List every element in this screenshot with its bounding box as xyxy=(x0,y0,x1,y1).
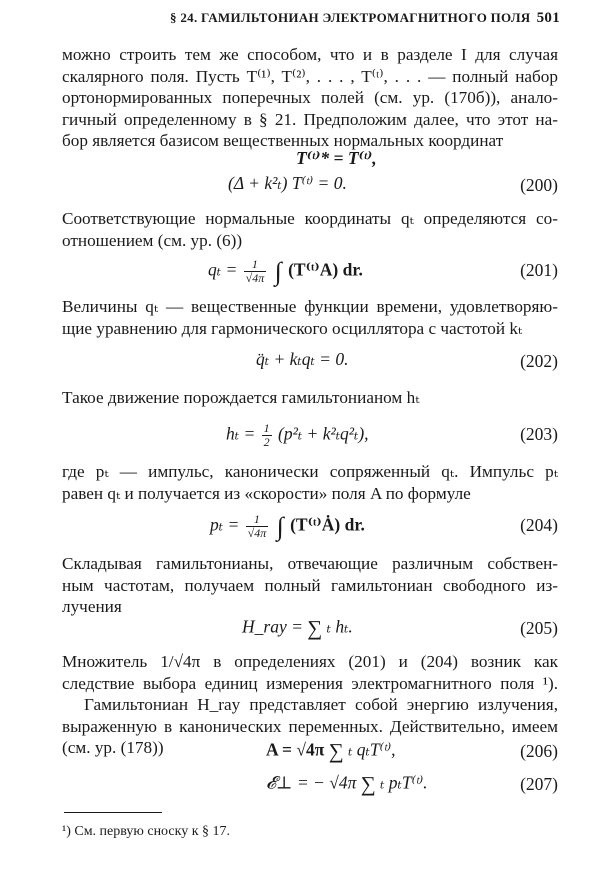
text-line: Величины qₜ — вещественные функции времени, удовлетворяю- xyxy=(62,297,558,316)
page-number: 501 xyxy=(536,10,560,26)
equation-lhs: A = √4π xyxy=(266,739,325,760)
equation-204 xyxy=(62,513,558,543)
text-line: выраженную в канонических переменных. Действительно, имеем xyxy=(62,716,558,736)
sum-index: ₜ xyxy=(348,739,353,760)
paragraph-5 xyxy=(62,461,558,504)
paragraph-4 xyxy=(62,387,558,409)
equation-formula: T⁽ᵗ⁾* = T⁽ᵗ⁾, xyxy=(296,148,377,168)
equation-formula: q̈ₜ + kₜqₜ = 0. xyxy=(256,349,349,369)
text-line: Гамильтониан H_ray представляет собой энергию излучения, xyxy=(84,695,558,714)
footnote: ¹) См. первую сноску к § 17. xyxy=(62,824,231,839)
equation-formula: (Δ + k²ₜ) T⁽ᵗ⁾ = 0. xyxy=(228,173,347,193)
equation-number: (207) xyxy=(520,774,558,794)
sum-sign: ∑ xyxy=(307,616,323,640)
text-line: скалярного поля. Пусть T⁽¹⁾, T⁽²⁾, . . . , T⁽ᵗ⁾, . . . — полный набор xyxy=(62,66,558,86)
text-line: (см. ур. (178)) xyxy=(62,738,164,757)
equation-rhs: (p²ₜ + k²ₜq²ₜ), xyxy=(278,423,369,444)
fraction-denominator: √4π xyxy=(247,526,267,540)
equation-201 xyxy=(62,258,558,288)
footnote-rule xyxy=(64,812,162,813)
equation-number: (205) xyxy=(520,618,558,638)
header-title: § 24. ГАМИЛЬТОНИАН ЭЛЕКТРОМАГНИТНОГО ПОЛЯ xyxy=(170,10,531,25)
fraction-denominator: 2 xyxy=(263,435,270,449)
text-line: лучения xyxy=(62,597,122,616)
equation-rhs: pₜT⁽ᵗ⁾. xyxy=(388,772,428,793)
text-line: можно строить тем же способом, что и в разделе I для случая xyxy=(62,45,558,64)
sum-sign: ∑ xyxy=(360,772,376,796)
equation-number: (200) xyxy=(520,175,558,195)
equation-number: (204) xyxy=(520,515,558,535)
text-line: Такое движение порождается гамильтонианом hₜ xyxy=(62,388,420,407)
paragraph-6 xyxy=(62,553,558,618)
equation-lhs: hₜ = xyxy=(226,423,256,444)
sum-index: ₜ xyxy=(380,772,385,793)
equation-number: (206) xyxy=(520,741,558,761)
fraction-numerator: 1 xyxy=(246,513,269,527)
equation-205 xyxy=(62,616,558,646)
equation-rhs: qₜT⁽ᵗ⁾, xyxy=(356,739,396,760)
equation-rhs: ₜ hₜ. xyxy=(326,616,353,637)
equation-number: (203) xyxy=(520,424,558,444)
equation-206 xyxy=(62,739,558,769)
fraction-numerator: 1 xyxy=(244,258,267,272)
text-line: гичный определенному в § 21. Предположим далее, что этот на- xyxy=(62,109,558,129)
text-line: где pₜ — импульс, канонически сопряженный qₜ. Импульс pₜ xyxy=(62,462,558,481)
equation-rhs: (T⁽ᵗ⁾A) dr. xyxy=(288,259,363,280)
text-line: ортонормированных поперечных полей (см. ур. (170б)), анало- xyxy=(62,88,558,107)
equation-200 xyxy=(62,173,558,203)
text-line: отношением (см. ур. (6)) xyxy=(62,230,243,250)
text-line: Множитель 1/√4π в определениях (201) и (204) возник как xyxy=(62,652,558,671)
paragraph-2 xyxy=(62,208,558,251)
text-line: равен qₜ и получается из «скорости» поля A по формуле xyxy=(62,483,471,503)
sum-sign: ∑ xyxy=(328,739,344,763)
text-line: Складывая гамильтонианы, отвечающие различным собствен- xyxy=(62,554,558,573)
integral-sign: ∫ xyxy=(276,511,284,541)
equation-number: (202) xyxy=(520,351,558,371)
equation-lhs: H_ray = xyxy=(242,616,303,637)
equation-number: (201) xyxy=(520,260,558,280)
equation-lhs: qₜ = xyxy=(208,259,238,280)
running-header xyxy=(60,10,560,32)
text-line: Соответствующие нормальные координаты qₜ определяются со- xyxy=(62,209,558,228)
fraction xyxy=(246,513,269,540)
text-line: бор является базисом вещественных нормальных координат xyxy=(62,131,504,150)
text-line: щие уравнению для гармонического осциллятора с частотой kₜ xyxy=(62,318,523,338)
equation-lhs: pₜ = xyxy=(210,514,240,535)
fraction-numerator: 1 xyxy=(263,421,270,435)
equation-lhs: 𝓔⊥ = − √4π xyxy=(266,772,357,793)
fraction-denominator: √4π xyxy=(245,271,265,285)
equation-203 xyxy=(62,422,558,452)
integral-sign: ∫ xyxy=(274,256,282,286)
equation-rhs: (T⁽ᵗ⁾Ȧ) dr. xyxy=(290,514,365,535)
equation-202 xyxy=(62,349,558,379)
fraction xyxy=(244,258,267,285)
fraction xyxy=(262,422,272,449)
paragraph-1 xyxy=(62,44,558,152)
paragraph-3 xyxy=(62,296,558,339)
equation-207 xyxy=(62,772,558,802)
text-line: ным частотам, получаем полный гамильтониан свободного из- xyxy=(62,575,558,595)
text-line: следствие выбора единиц измерения электромагнитного поля ¹). xyxy=(62,673,558,693)
